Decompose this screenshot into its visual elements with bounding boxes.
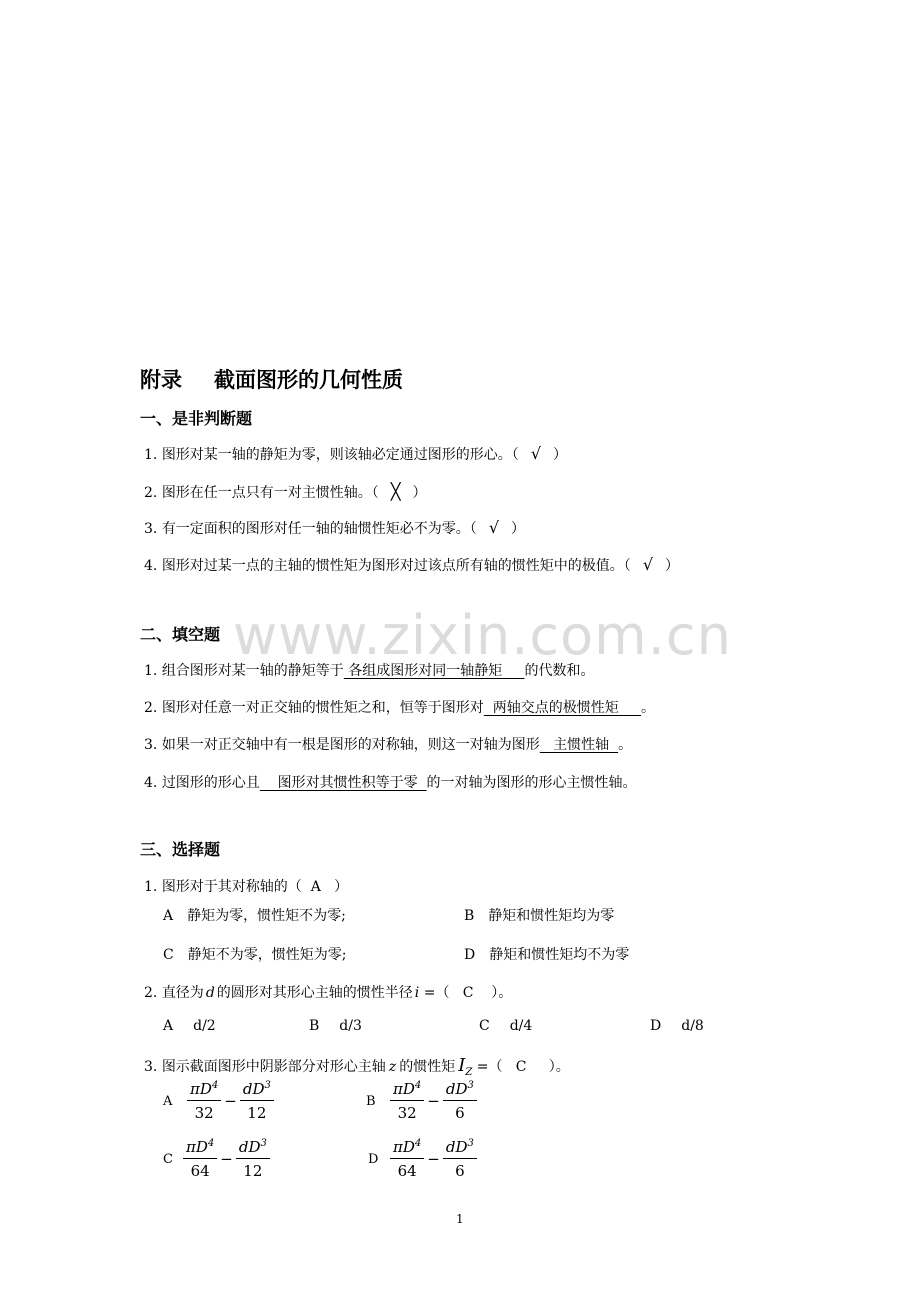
- fill-item-1: 1. 组合图形对某一轴的静矩等于 各组成图形对同一轴静矩 的代数和。: [144, 663, 595, 679]
- page-title: [140, 364, 403, 394]
- mc-option: C 静矩不为零，惯性矩为零;: [163, 947, 347, 963]
- tf-item-3: 3. 有一定面积的图形对任一轴的轴惯性矩必不为零。（ √ ）: [144, 518, 526, 537]
- mc-question-3: 3. 图示截面图形中阴影部分对形心主轴 z 的惯性矩 $I_Z$ =（ C ）。: [144, 1055, 570, 1078]
- mc-option: A d/2: [163, 1018, 216, 1034]
- mc-question-2: 2. 直径为 d 的圆形对其形心主轴的惯性半径 i =（ C ）。: [144, 985, 513, 1001]
- fill-answer: 两轴交点的极惯性矩: [483, 700, 641, 716]
- page-number: 1: [456, 1212, 464, 1226]
- mc-option: B 静矩和惯性矩均为零: [464, 908, 615, 924]
- title-prefix: 附录: [140, 368, 182, 392]
- mc-option: D d/8: [650, 1018, 704, 1034]
- watermark: www.zixin.com.cn: [233, 604, 732, 667]
- fill-item-4: 4. 过图形的形心且 图形对其惯性积等于零 的一对轴为图形的形心主惯性轴。: [144, 775, 637, 791]
- fill-item-2: 2. 图形对任意一对正交轴的惯性矩之和，恒等于图形对 两轴交点的极惯性矩 。: [144, 700, 655, 716]
- section3-heading: 三、选择题: [140, 840, 221, 859]
- mc-formula-option: B $\frac{\pi D^4}{32}$ − $\frac{dD^3}{6}$: [366, 1080, 479, 1122]
- check-icon: √: [488, 518, 500, 537]
- fill-answer: 图形对其惯性积等于零: [259, 775, 427, 791]
- mc-option: D 静矩和惯性矩均不为零: [464, 947, 630, 963]
- mc-question-1: 1. 图形对于其对称轴的（ A ）: [144, 879, 349, 895]
- mc-formula-option: D $\frac{\pi D^4}{64}$ − $\frac{dD^3}{6}$: [368, 1138, 479, 1180]
- mc-option: B d/3: [309, 1018, 362, 1034]
- section1-heading: 一、是非判断题: [140, 409, 253, 428]
- fill-answer: 各组成图形对同一轴静矩: [343, 663, 525, 679]
- cross-icon: ╳: [390, 482, 401, 501]
- check-icon: √: [642, 555, 654, 574]
- tf-item-2: 2. 图形在任一点只有一对主惯性轴。（ ╳ ）: [144, 482, 427, 501]
- fill-item-3: 3. 如果一对正交轴中有一根是图形的对称轴，则这一对轴为图形 主惯性轴 。: [144, 737, 633, 753]
- mc-option: C d/4: [479, 1018, 533, 1034]
- tf-item-1: 1. 图形对某一轴的静矩为零，则该轴必定通过图形的形心。（ √ ）: [144, 444, 568, 463]
- mc-formula-option: A $\frac{\pi D^4}{32}$ − $\frac{dD^3}{12}$: [163, 1080, 276, 1122]
- tf-item-4: 4. 图形对过某一点的主轴的惯性矩为图形对过该点所有轴的惯性矩中的极值。（ √ ）: [144, 555, 680, 574]
- check-icon: √: [530, 444, 542, 463]
- fill-answer: 主惯性轴: [539, 737, 619, 753]
- section2-heading: 二、填空题: [140, 625, 221, 644]
- title-text: 截面图形的几何性质: [214, 368, 403, 392]
- mc-option: A 静矩为零，惯性矩不为零;: [163, 908, 346, 924]
- mc-formula-option: C $\frac{\pi D^4}{64}$ − $\frac{dD^3}{12}$: [163, 1138, 272, 1180]
